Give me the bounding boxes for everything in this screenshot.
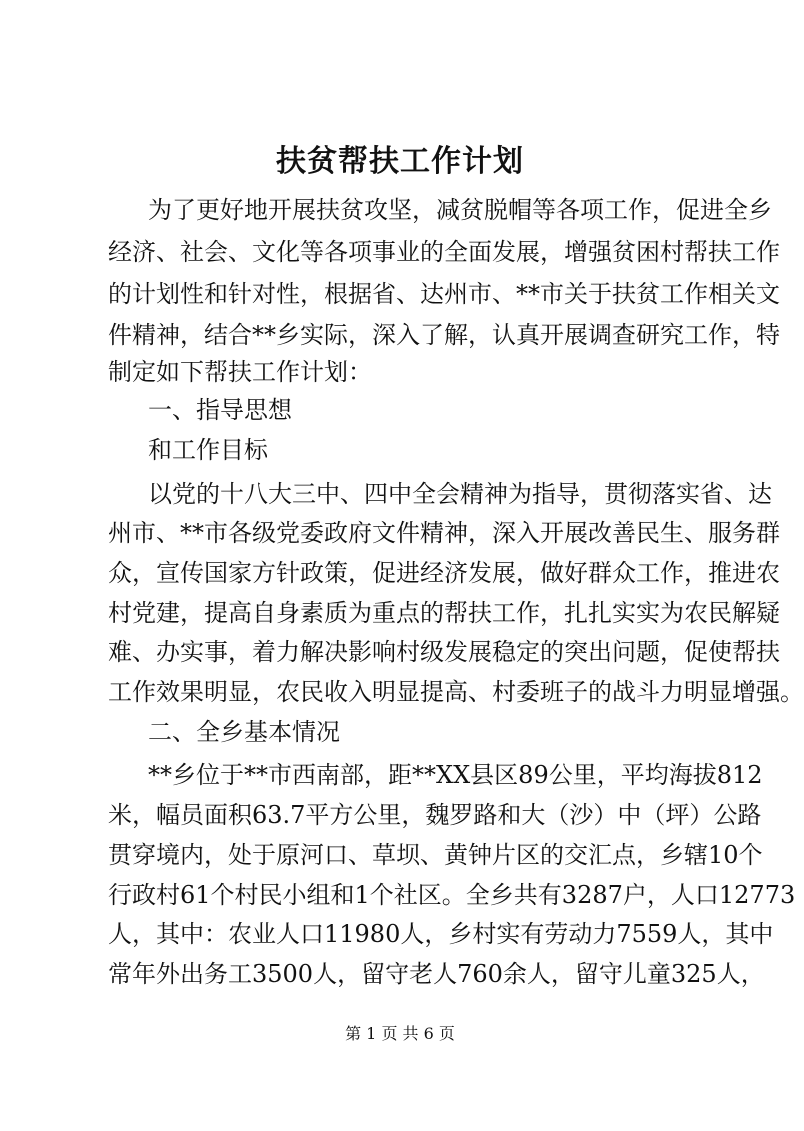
section-heading: 一、指导思想 bbox=[148, 396, 292, 424]
paragraph-line: 米，幅员面积63.7平方公里，魏罗路和大（沙）中（坪）公路 bbox=[108, 801, 762, 829]
paragraph-line: 件精神，结合**乡实际，深入了解，认真开展调查研究工作，特 bbox=[108, 321, 780, 349]
paragraph-line: 难、办实事，着力解决影响村级发展稳定的突出问题，促使帮扶 bbox=[108, 638, 780, 666]
paragraph-line: 经济、社会、文化等各项事业的全面发展，增强贫困村帮扶工作 bbox=[108, 238, 780, 266]
paragraph-line: 行政村61个村民小组和1个社区。全乡共有3287户，人口12773 bbox=[108, 881, 796, 909]
paragraph-line: 众，宣传国家方针政策，促进经济发展，做好群众工作，推进农 bbox=[108, 559, 780, 587]
document-title: 扶贫帮扶工作计划 bbox=[276, 144, 524, 179]
paragraph-line: 人，其中：农业人口11980人，乡村实有劳动力7559人，其中 bbox=[108, 920, 774, 948]
paragraph-line: 以党的十八大三中、四中全会精神为指导，贯彻落实省、达 bbox=[148, 480, 772, 508]
paragraph-line: 的计划性和针对性，根据省、达州市、**市关于扶贫工作相关文 bbox=[108, 280, 780, 308]
paragraph-line: 村党建，提高自身素质为重点的帮扶工作，扎扎实实为农民解疑 bbox=[108, 599, 780, 627]
paragraph-line: 贯穿境内，处于原河口、草坝、黄钟片区的交汇点，乡辖10个 bbox=[108, 841, 763, 869]
paragraph-line: 州市、**市各级党委政府文件精神，深入开展改善民生、服务群 bbox=[108, 519, 780, 547]
paragraph-line: 为了更好地开展扶贫攻坚，减贫脱帽等各项工作，促进全乡 bbox=[148, 196, 772, 224]
paragraph-line: 制定如下帮扶工作计划： bbox=[108, 358, 372, 386]
section-heading: 和工作目标 bbox=[148, 436, 268, 464]
paragraph-line: 工作效果明显，农民收入明显提高、村委班子的战斗力明显增强。 bbox=[108, 678, 804, 706]
paragraph-line: 常年外出务工3500人，留守老人760余人，留守儿童325人， bbox=[108, 960, 765, 988]
section-heading: 二、全乡基本情况 bbox=[148, 718, 340, 746]
paragraph-line: **乡位于**市西南部，距**XX县区89公里，平均海拔812 bbox=[148, 761, 763, 789]
page-number: 第 1 页 共 6 页 bbox=[345, 1024, 455, 1043]
